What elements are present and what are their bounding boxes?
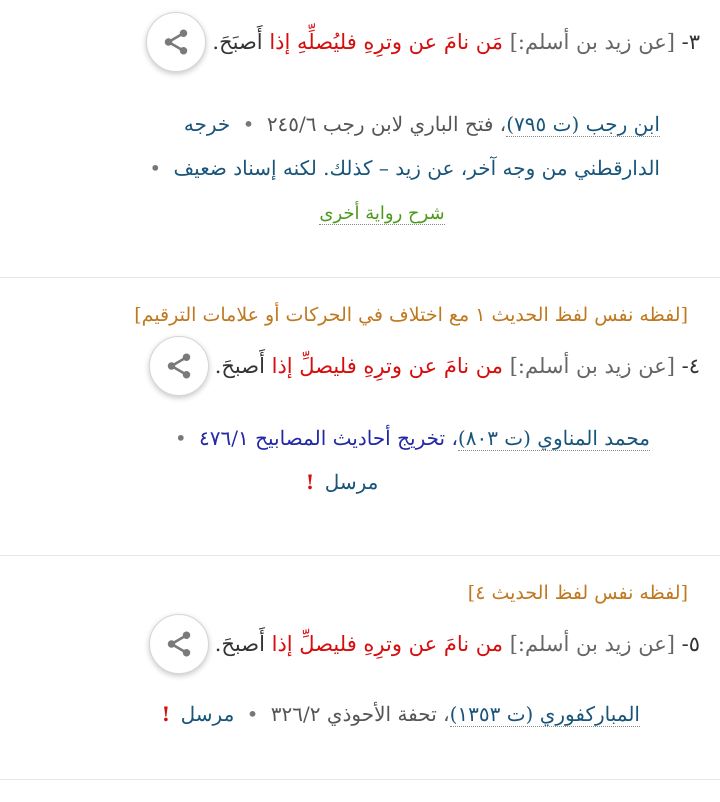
hadith-matn: مَن نامَ عن وترِهِ فليُصلِّهِ إذا [269,30,504,54]
narrator: [عن زيد بن أسلم:] [509,30,675,54]
hadith-matn: من نامَ عن وترِهِ فليصلِّ إذا [271,632,504,656]
scholar-link[interactable]: ابن رجب (ت ٧٩٥) [506,112,660,136]
share-button[interactable] [149,614,209,674]
share-icon [164,629,194,659]
narrator: [عن زيد بن أسلم:] [509,354,675,378]
hadith-number: ٥- [681,632,700,656]
hadith-tail: أَصبَحَ. [212,30,263,54]
hadith-line [14,12,700,72]
hadith-matn: من نامَ عن وترِهِ فليصلِّ إذا [271,354,504,378]
hadith-text [215,349,700,383]
narrator: [عن زيد بن أسلم:] [509,632,675,656]
separator-dot: • [149,156,162,180]
warning-mark[interactable]: ! [161,702,171,726]
hadith-text [212,25,700,59]
hadith-line [14,614,700,674]
grade-text: مرسل [180,702,235,726]
share-icon [161,27,191,57]
hadith-note: [لفظه نفس لفظ الحديث ٤] [467,582,688,604]
scholar-link[interactable]: المباركفوري (ت ١٣٥٣) [449,702,640,726]
book-name: ، تخريج أحاديث المصابيح ٤٧٦/١ [199,426,458,450]
source-block [14,102,700,236]
scholar-link[interactable]: محمد المناوي (ت ٨٠٣) [457,426,650,450]
separator-dot: • [242,112,255,136]
warning-mark[interactable]: ! [305,470,315,494]
source-block [14,416,700,504]
hadith-text [215,627,700,661]
grade-text: مرسل [324,470,379,494]
grade-text: خرجه [183,112,231,136]
hadith-tail: أَصبحَ. [214,354,265,378]
hadith-tail: أَصبحَ. [214,632,265,656]
hadith-entry [0,0,720,277]
hadith-entry [0,277,720,555]
share-icon [164,351,194,381]
other-narration-link[interactable]: شرح رواية أخرى [319,203,445,224]
share-button[interactable] [149,336,209,396]
hadith-line [14,336,700,396]
separator-dot: • [174,426,187,450]
book-name: ، تحفة الأحوذي ٣٢٦/٢ [270,702,450,726]
hadith-entry [0,555,720,780]
hadith-number: ٤- [681,354,700,378]
separator-dot: • [246,702,259,726]
grade-text: الدارقطني من وجه آخر، عن زيد – كذلك. لكنه إسناد ضعيف [173,156,660,180]
share-button[interactable] [146,12,206,72]
hadith-number: ٣- [681,30,700,54]
hadith-note: [لفظه نفس لفظ الحديث ١ مع اختلاف في الحركات أو علامات الترقيم] [134,304,688,326]
book-name: ، فتح الباري لابن رجب ٢٤٥/٦ [266,112,507,136]
source-block [14,692,700,736]
